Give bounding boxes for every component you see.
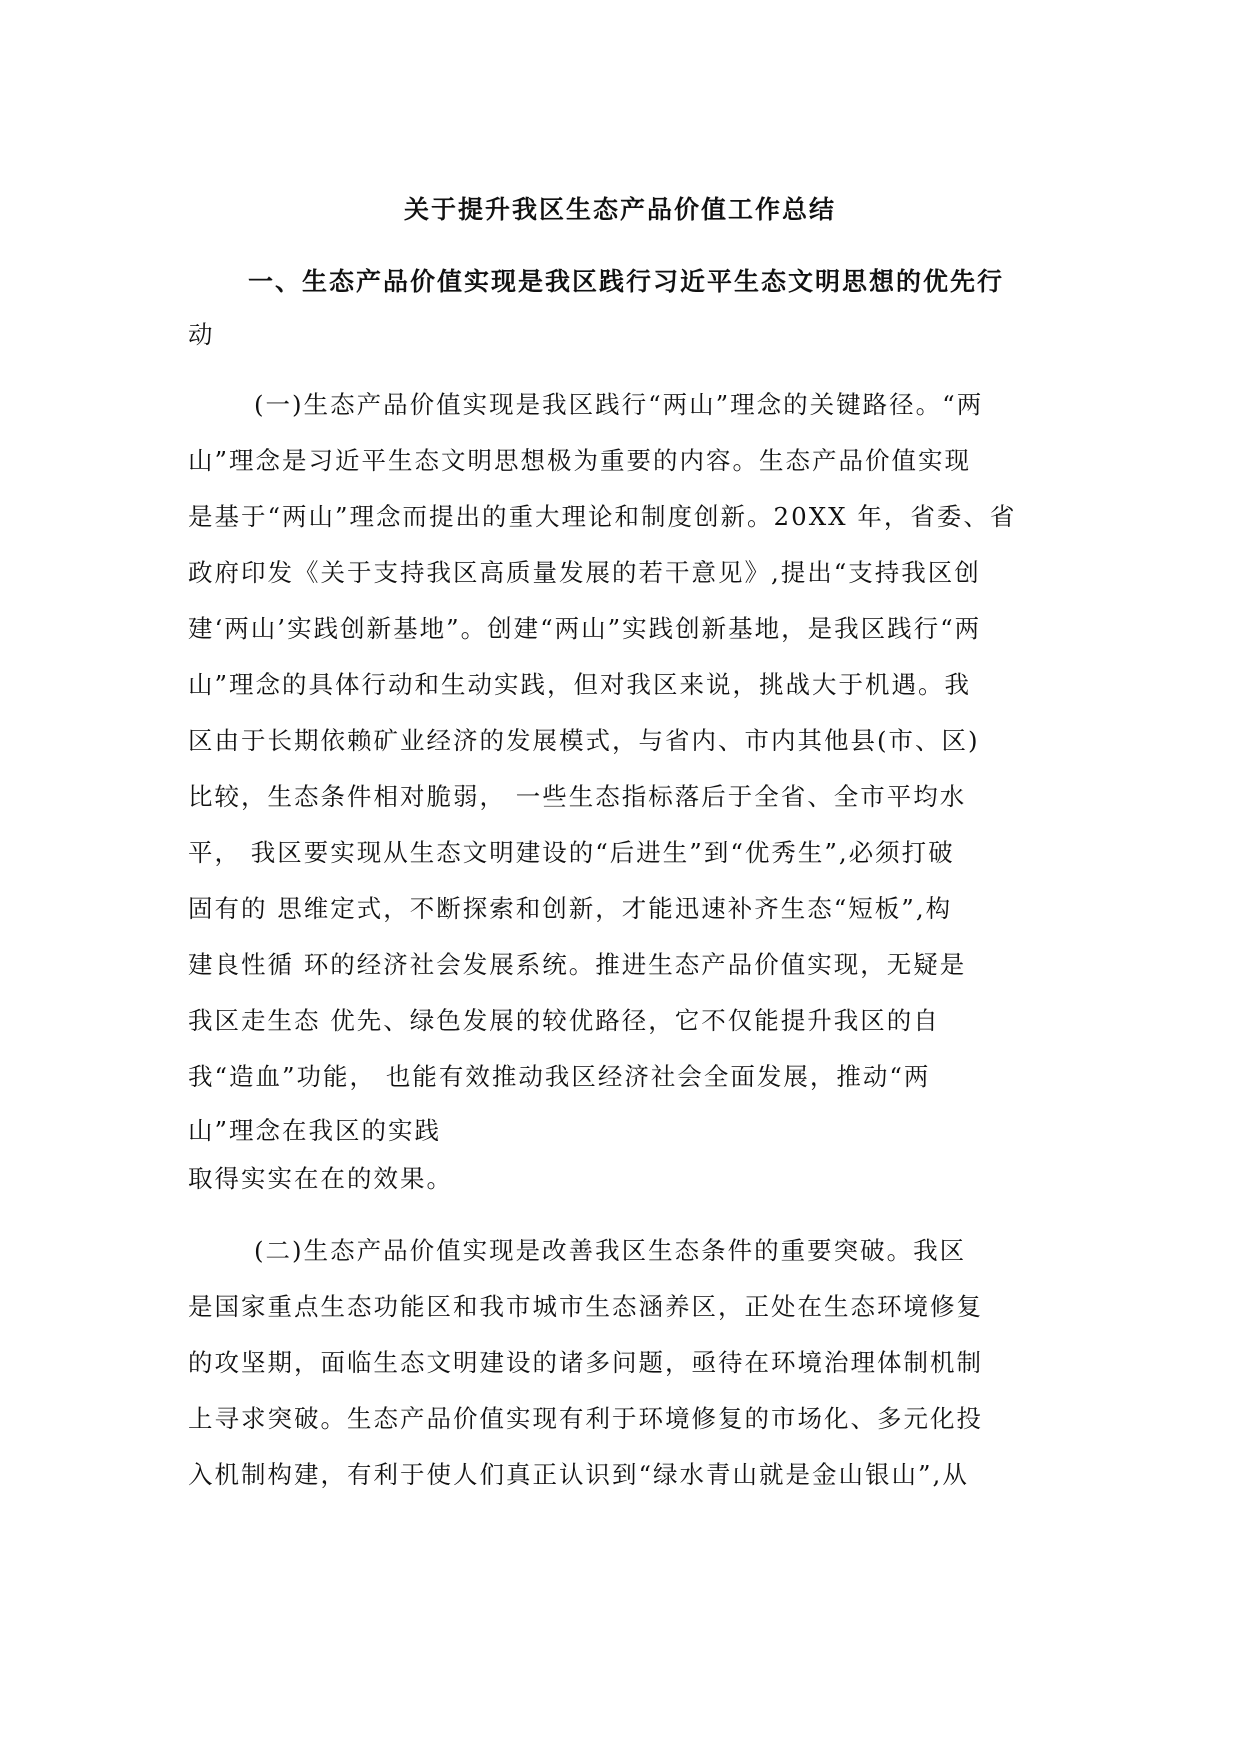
paragraph-2-line: 入机制构建，有利于使人们真正认识到“绿水青山就是金山银山”,从 (188, 1460, 969, 1489)
paragraph-1-line: 山”理念是习近平生态文明思想极为重要的内容。生态产品价值实现 (188, 446, 972, 475)
paragraph-2-line: 的攻坚期，面临生态文明建设的诸多问题，亟待在环境治理体制机制 (188, 1348, 983, 1377)
paragraph-2-line: 上寻求突破。生态产品价值实现有利于环境修复的市场化、多元化投 (188, 1404, 983, 1433)
document-title: 关于提升我区生态产品价值工作总结 (403, 195, 836, 224)
paragraph-2-line: 是国家重点生态功能区和我市城市生态涵养区，正处在生态环境修复 (188, 1292, 983, 1321)
paragraph-1-line: 区由于长期依赖矿业经济的发展模式，与省内、市内其他县(市、区) (188, 726, 980, 755)
paragraph-1-line: 建良性循 环的经济社会发展系统。推进生态产品价值实现，无疑是 (188, 950, 967, 979)
paragraph-1-line: 取得实实在在的效果。 (188, 1164, 453, 1193)
paragraph-1-line: 我区走生态 优先、绿色发展的较优路径，它不仅能提升我区的自 (188, 1006, 940, 1035)
paragraph-2-line: (二)生态产品价值实现是改善我区生态条件的重要突破。我区 (254, 1236, 967, 1265)
paragraph-1-line: 政府印发《关于支持我区高质量发展的若干意见》,提出“支持我区创 (188, 558, 981, 587)
paragraph-1-line: 建‘两山’实践创新基地”。创建“两山”实践创新基地，是我区践行“两 (188, 614, 982, 643)
paragraph-1-line: 比较，生态条件相对脆弱， 一些生态指标落后于全省、全市平均水 (188, 782, 967, 811)
section-heading-1: 一、生态产品价值实现是我区践行习近平生态文明思想的优先行 (248, 267, 1005, 296)
paragraph-1-line: 山”理念在我区的实践 (188, 1116, 442, 1145)
paragraph-1-line: 固有的 思维定式，不断探索和创新，才能迅速补齐生态“短板”,构 (188, 894, 953, 923)
section-heading-1-continuation: 动 (188, 320, 215, 349)
paragraph-1-line: 平， 我区要实现从生态文明建设的“后进生”到“优秀生”,必须打破 (188, 838, 955, 867)
paragraph-1-line: 是基于“两山”理念而提出的重大理论和制度创新。20XX 年，省委、省 (188, 502, 1017, 531)
paragraph-1-line: (一)生态产品价值实现是我区践行“两山”理念的关键路径。“两 (254, 390, 984, 419)
paragraph-1-line: 山”理念的具体行动和生动实践，但对我区来说，挑战大于机遇。我 (188, 670, 972, 699)
paragraph-1-line: 我“造血”功能， 也能有效推动我区经济社会全面发展，推动“两 (188, 1062, 931, 1091)
